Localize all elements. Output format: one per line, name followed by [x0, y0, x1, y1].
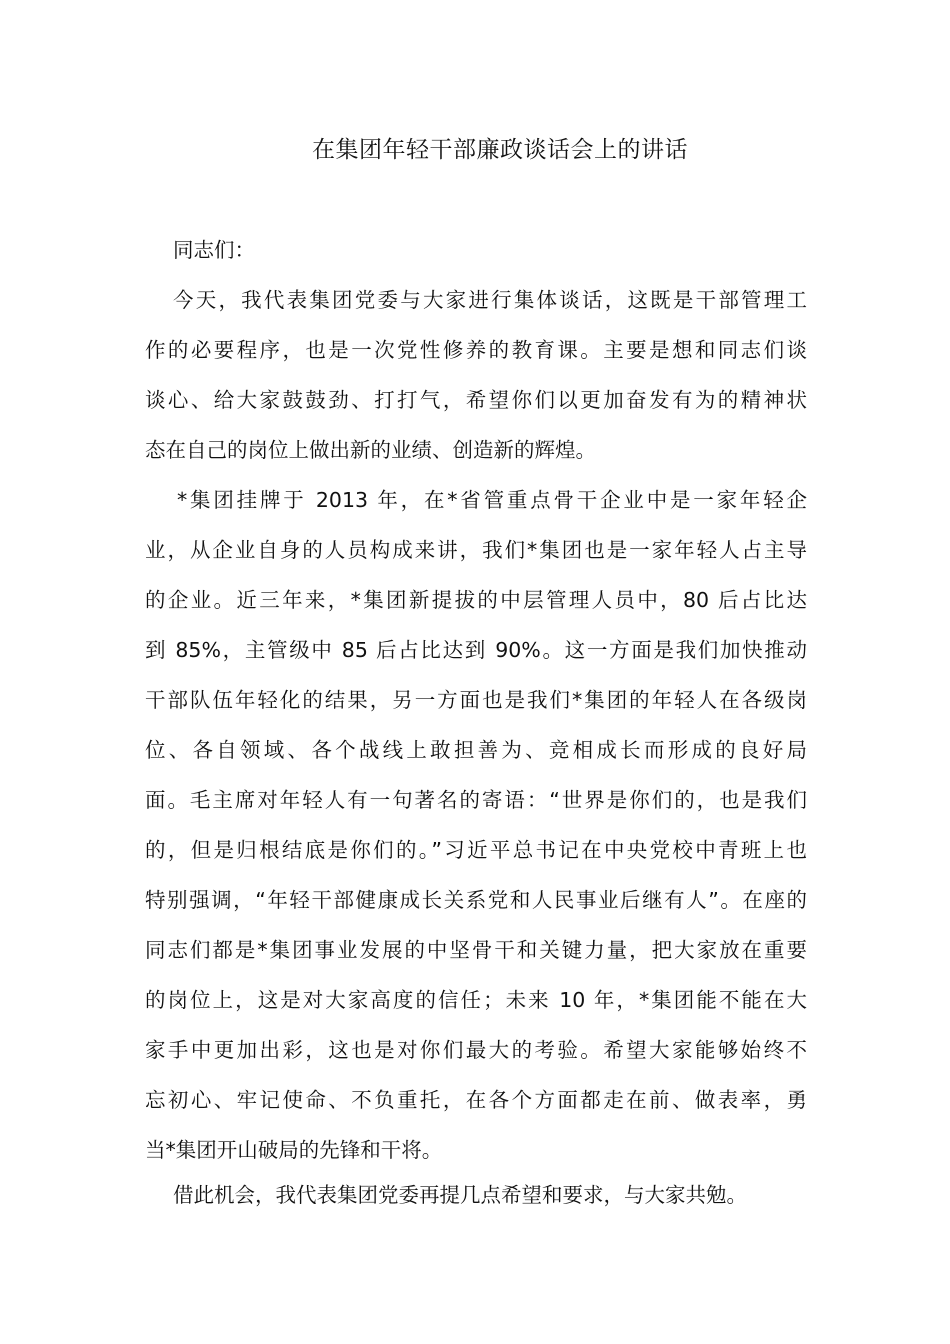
- paragraph-line: 忘初心、牢记使命、不负重托，在各个方面都走在前、做表率，勇: [145, 1088, 807, 1112]
- paragraph-line: 业，从企业自身的人员构成来讲，我们*集团也是一家年轻人占主导: [145, 538, 807, 562]
- paragraph-line: 特别强调，“年轻干部健康成长关系党和人民事业后继有人”。在座的: [145, 888, 807, 912]
- paragraph-line: 面。毛主席对年轻人有一句著名的寄语：“世界是你们的，也是我们: [145, 788, 807, 812]
- document-title: 在集团年轻干部廉政谈话会上的讲话: [312, 137, 688, 163]
- paragraph-line: 同志们都是*集团事业发展的中坚骨干和关键力量，把大家放在重要: [145, 938, 807, 962]
- paragraph-1: [145, 275, 807, 475]
- salutation-text: 同志们：: [173, 238, 255, 262]
- paragraph-line: *集团挂牌于 2013 年，在*省管重点骨干企业中是一家年轻企: [177, 488, 807, 512]
- paragraph-line: 作的必要程序，也是一次党性修养的教育课。主要是想和同志们谈: [145, 338, 807, 362]
- paragraph-line: 谈心、给大家鼓鼓劲、打打气，希望你们以更加奋发有为的精神状: [145, 388, 807, 412]
- paragraph-line: 今天，我代表集团党委与大家进行集体谈话，这既是干部管理工: [173, 288, 807, 312]
- paragraph-line: 的，但是归根结底是你们的。”习近平总书记在中央党校中青班上也: [145, 838, 807, 862]
- paragraph-line: 态在自己的岗位上做出新的业绩、创造新的辉煌。: [145, 438, 596, 462]
- paragraph-line: 的岗位上，这是对大家高度的信任；未来 10 年，*集团能不能在大: [145, 988, 807, 1012]
- paragraph-2: [145, 475, 807, 1175]
- paragraph-line: 到 85%，主管级中 85 后占比达到 90%。这一方面是我们加快推动: [145, 638, 807, 662]
- paragraph-line: 位、各自领域、各个战线上敢担善为、竞相成长而形成的良好局: [145, 738, 807, 762]
- paragraph-line: 干部队伍年轻化的结果，另一方面也是我们*集团的年轻人在各级岗: [145, 688, 807, 712]
- paragraph-line: 的企业。近三年来，*集团新提拔的中层管理人员中，80 后占比达: [145, 588, 807, 612]
- salutation: [145, 225, 807, 275]
- paragraph-text: 借此机会，我代表集团党委再提几点希望和要求，与大家共勉。: [173, 1183, 747, 1207]
- paragraph-line: 家手中更加出彩，这也是对你们最大的考验。希望大家能够始终不: [145, 1038, 807, 1062]
- paragraph-line: 当*集团开山破局的先锋和干将。: [145, 1138, 443, 1162]
- paragraph-3: [145, 1170, 807, 1220]
